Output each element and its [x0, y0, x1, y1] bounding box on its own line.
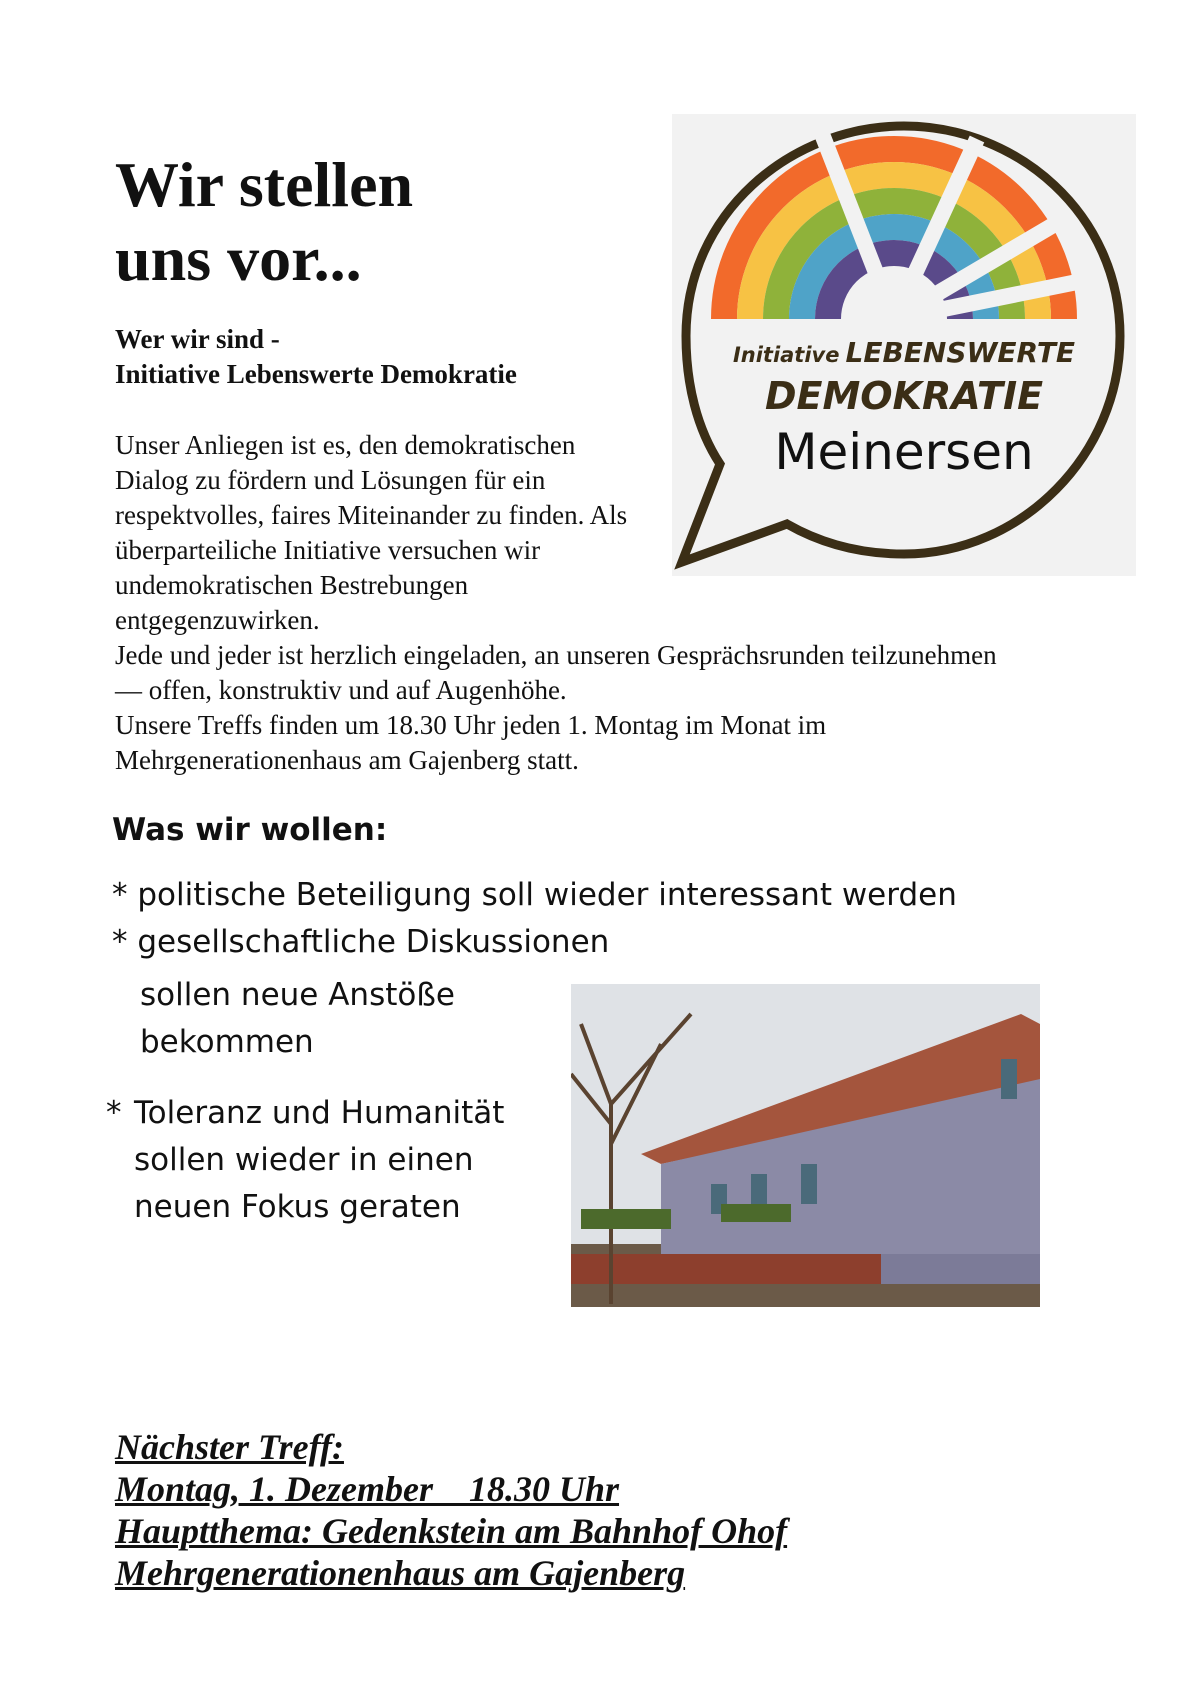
next-meeting-place: Mehrgenerationenhaus am Gajenberg: [115, 1553, 686, 1593]
logo-text-lebenswerte: LEBENSWERTE: [845, 336, 1076, 369]
meetings-text: Unsere Treffs finden um 18.30 Uhr jeden 1. Montag im Monat im Mehrgenerationenhaus am Gajenberg statt.: [115, 710, 827, 775]
who-we-are-heading: [115, 322, 517, 392]
goal-item: Toleranz und Humanität sollen wieder in einen neuen Fokus geraten: [134, 1095, 505, 1225]
invite-text: Jede und jeder ist herzlich eingeladen, an unseren Gesprächsrunden teilzunehmen — offen, konstruktiv und auf Augenhöhe.: [115, 640, 997, 705]
house-photo-icon: [571, 984, 1040, 1307]
goals-heading: Was wir wollen:: [112, 812, 388, 848]
initiative-logo: [672, 114, 1136, 576]
logo-text-demokratie: DEMOKRATIE: [764, 374, 1044, 418]
who-line-1: Wer wir sind -: [115, 324, 280, 354]
intro-text: Unser Anliegen ist es, den demokratischen Dialog zu fördern und Lösungen für ein respektvolles, faires Miteinander zu finden. Als überparteiliche Initiative versuchen wir undemokratischen Bestrebungen entgegenzuwirken.: [115, 430, 628, 635]
next-meeting: [115, 1426, 787, 1594]
page-title: [115, 148, 413, 296]
next-meeting-label: Nächster Treff:: [115, 1427, 344, 1467]
goal-item: * politische Beteiligung soll wieder interessant werden: [112, 877, 957, 913]
who-line-2: Initiative Lebenswerte Demokratie: [115, 359, 517, 389]
goal-item: * gesellschaftliche Diskussionen: [112, 924, 610, 960]
logo-text-meinersen: Meinersen: [774, 423, 1034, 481]
next-meeting-date: Montag, 1. Dezember 18.30 Uhr: [115, 1469, 620, 1509]
goal-bullet: *: [106, 1095, 122, 1131]
invite-text-block: [115, 638, 1015, 778]
goal-item-continued: sollen neue Anstöße bekommen: [140, 977, 455, 1060]
title-line-1: Wir stellen: [115, 149, 414, 220]
speech-bubble-logo-icon: [672, 114, 1136, 576]
title-line-2: uns vor...: [115, 223, 362, 294]
building-photo: [571, 984, 1040, 1307]
logo-text-initiative: Initiative: [732, 343, 840, 367]
next-meeting-topic: Hauptthema: Gedenkstein am Bahnhof Ohof: [115, 1511, 788, 1551]
